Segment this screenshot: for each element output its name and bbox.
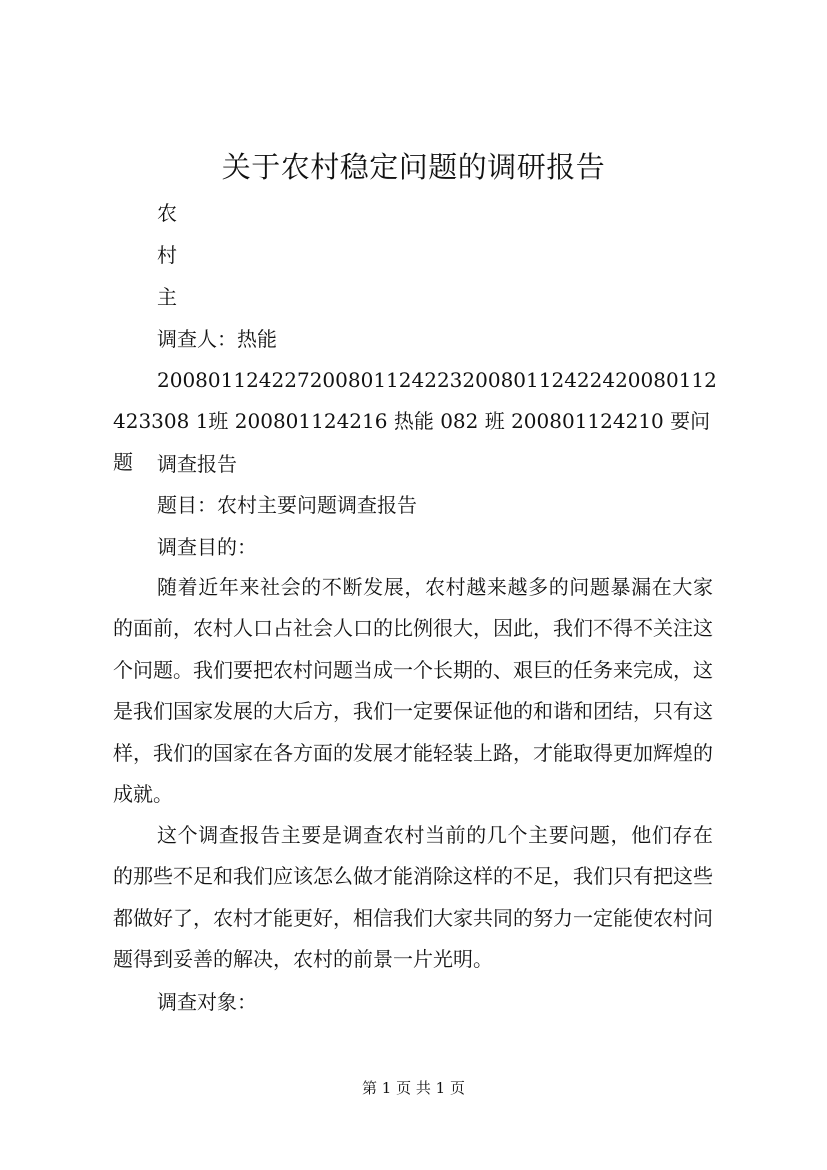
- investigator-line: 调查人：热能: [157, 327, 277, 351]
- topic-line: 题目：农村主要问题调查报告: [157, 493, 417, 517]
- vertical-char-3: 主: [157, 285, 177, 309]
- page-footer: 第 1 页 共 1 页: [362, 1079, 465, 1097]
- paragraph-2: 这个调查报告主要是调查农村当前的几个主要问题，他们存在的那些不足和我们应该怎么做才能消除这样的不足，我们只有把这些都做好了，农村才能更好，相信我们大家共同的努力一定能使农村问题得到妥善的解决，农村的前景一片光明。: [113, 823, 713, 972]
- student-ids: 20080112422720080112422320080112422420080112423308 1班 200801124216 热能 082 班 200801124210 要问题: [113, 368, 717, 474]
- document-title: 关于农村稳定问题的调研报告: [221, 150, 606, 184]
- purpose-label: 调查目的：: [157, 535, 257, 559]
- report-label: 调查报告: [157, 452, 237, 476]
- paragraph-1: 随着近年来社会的不断发展，农村越来越多的问题暴漏在大家的面前，农村人口占社会人口的比例很大，因此，我们不得不关注这个问题。我们要把农村问题当成一个长期的、艰巨的任务来完成，这是我们国家发展的大后方，我们一定要保证他的和谐和团结，只有这样，我们的国家在各方面的发展才能轻装上路，才能取得更加辉煌的成就。: [113, 575, 713, 807]
- vertical-char-2: 村: [157, 243, 177, 267]
- subjects-label: 调查对象：: [157, 990, 257, 1014]
- vertical-char-1: 农: [157, 201, 177, 225]
